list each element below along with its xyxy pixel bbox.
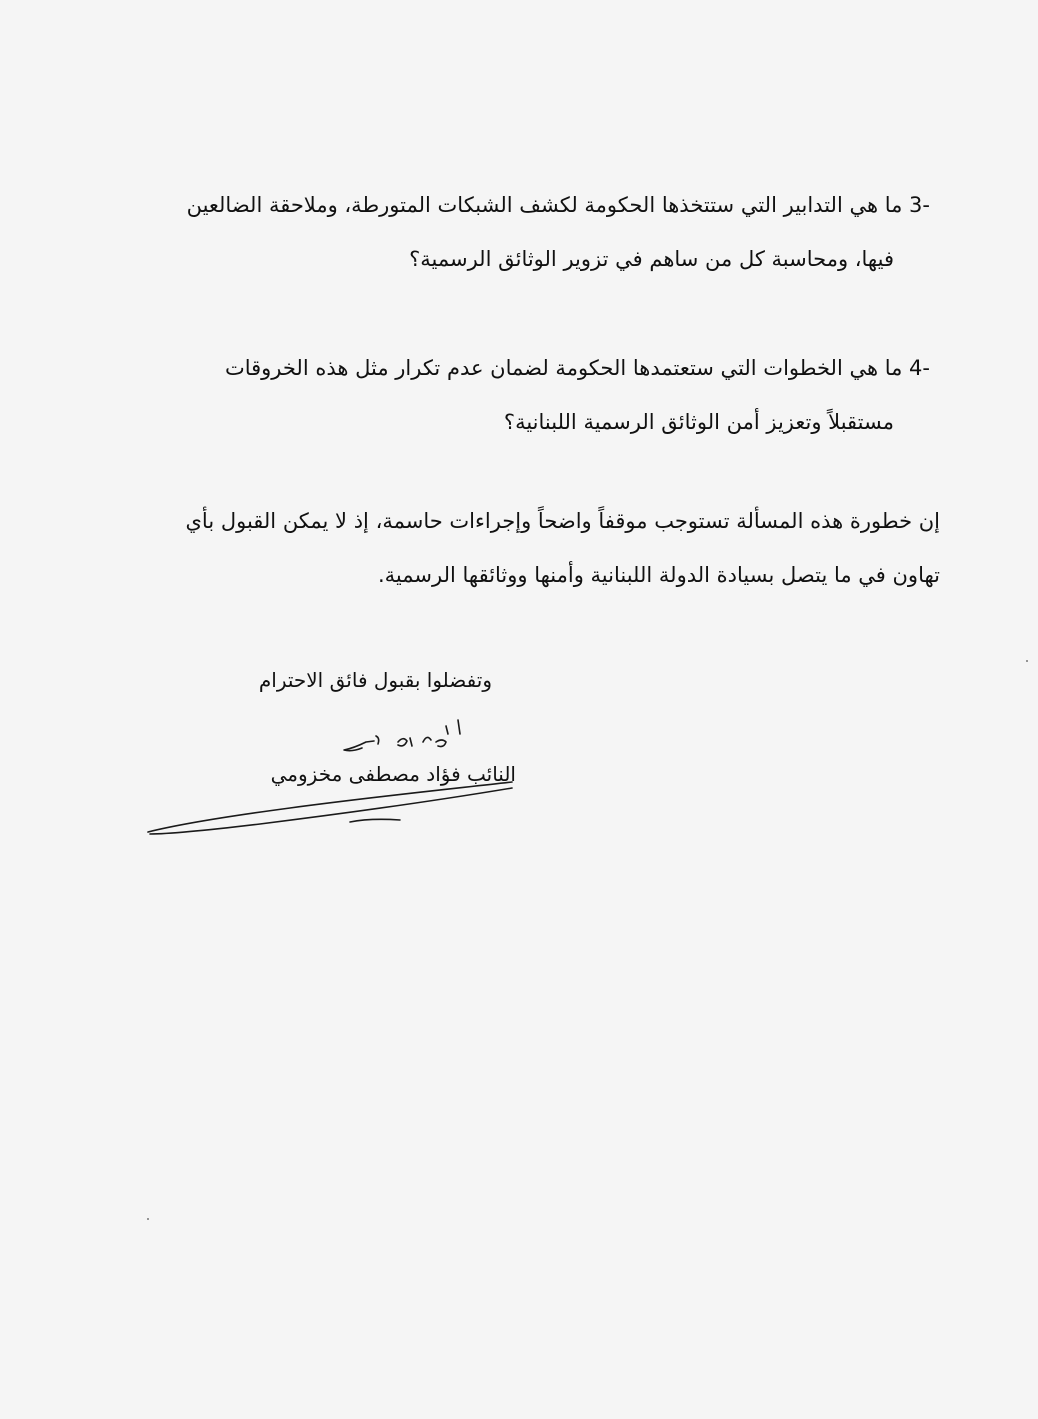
regards-line: وتفضلوا بقبول فائق الاحترام bbox=[258, 668, 492, 692]
question-3-text-1: ما هي التدابير التي ستتخذها الحكومة لكشف الشبكات المتورطة، وملاحقة الضالعين bbox=[186, 193, 903, 217]
closing-paragraph bbox=[185, 494, 940, 602]
question-4-text-1: ما هي الخطوات التي ستعتمدها الحكومة لضمان عدم تكرار مثل هذه الخروقات bbox=[224, 356, 903, 380]
scan-speck bbox=[1026, 660, 1028, 662]
question-4 bbox=[210, 341, 930, 449]
question-4-line-1 bbox=[210, 341, 930, 395]
question-4-line-2: مستقبلاً وتعزيز أمن الوثائق الرسمية اللبنانية؟ bbox=[503, 410, 894, 434]
closing-line-2: تهاون في ما يتصل بسيادة الدولة اللبنانية وأمنها ووثائقها الرسمية. bbox=[377, 563, 940, 587]
question-3-line-2: فيها، ومحاسبة كل من ساهم في تزوير الوثائق الرسمية؟ bbox=[409, 247, 894, 271]
question-3-line-1 bbox=[160, 178, 930, 232]
signer-name: النائب فؤاد مصطفى مخزومي bbox=[270, 762, 516, 786]
question-3-number: 3- bbox=[909, 193, 930, 217]
scan-speck bbox=[147, 1218, 149, 1220]
closing-line-1: إن خطورة هذه المسألة تستوجب موقفاً واضحاً وإجراءات حاسمة، إذ لا يمكن القبول بأي bbox=[185, 509, 940, 533]
question-4-number: 4- bbox=[909, 356, 930, 380]
question-3 bbox=[160, 178, 930, 286]
